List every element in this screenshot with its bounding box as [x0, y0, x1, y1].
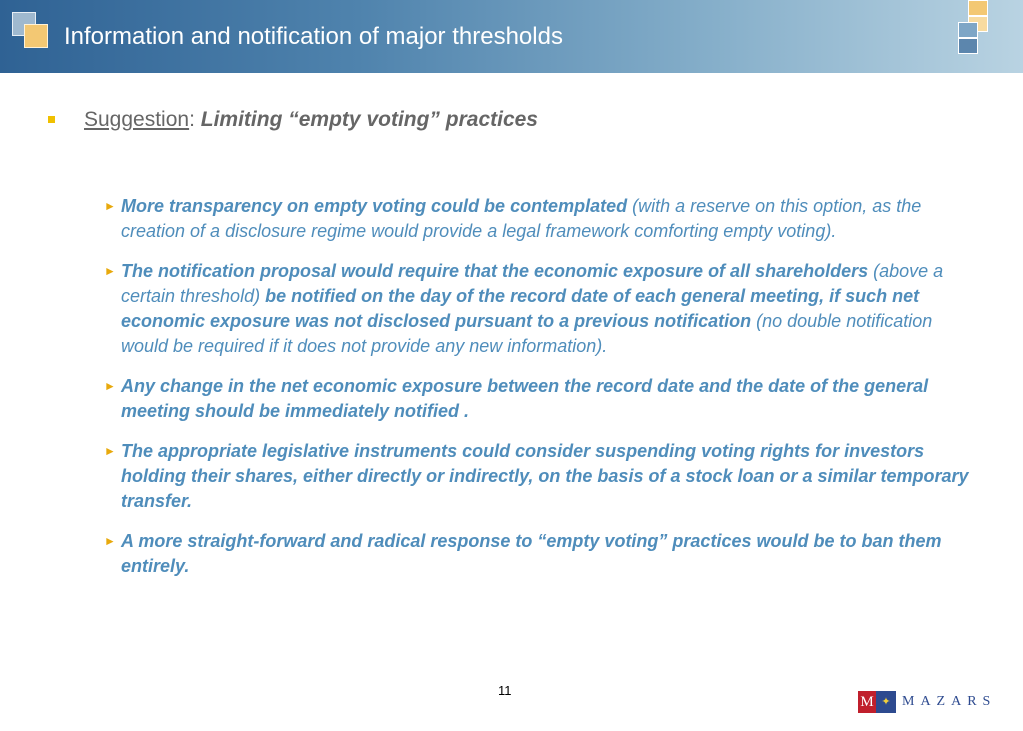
- point-text: (above a certain threshold): [121, 261, 944, 306]
- list-item: [104, 194, 974, 244]
- point-bold-text: More transparency on empty voting could be contemplated: [121, 196, 628, 216]
- eu-stars-icon: ✦: [876, 691, 896, 713]
- point-bold-text: The appropriate legislative instruments could consider suspending voting rights for investors holding their shares, either directly or indirectly, on the basis of a stock loan or a similar temporary transfer.: [121, 441, 969, 511]
- point-bold-text: A more straight-forward and radical response to “empty voting” practices would be to ban them entirely.: [121, 531, 942, 576]
- arrow-bullet-icon: ►: [104, 264, 116, 278]
- page-number: 11: [498, 683, 512, 698]
- point-text: (with a reserve on this option, as the creation of a disclosure regime would provide a legal framework comforting empty voting).: [121, 196, 922, 241]
- suggestion-colon: :: [189, 108, 201, 131]
- square-bullet-icon: [48, 116, 55, 123]
- list-item: [104, 439, 974, 514]
- arrow-bullet-icon: ►: [104, 379, 116, 393]
- logo-letter: M: [858, 691, 876, 713]
- suggestion-emphasis: Limiting “empty voting” practices: [200, 108, 538, 131]
- point-bold-text: The notification proposal would require that the economic exposure of all shareholders: [121, 261, 869, 281]
- arrow-bullet-icon: ►: [104, 199, 116, 213]
- list-item: [104, 374, 974, 424]
- page-title: Information and notification of major thresholds: [64, 23, 563, 50]
- arrow-bullet-icon: ►: [104, 444, 116, 458]
- point-bold-text: Any change in the net economic exposure between the record date and the date of the general meeting should be immediately notified .: [121, 376, 929, 421]
- list-item: [104, 259, 974, 359]
- mazars-logo: [858, 691, 997, 713]
- suggestion-label: Suggestion: [84, 108, 190, 131]
- point-text: (no double notification would be required if it does not provide any new information).: [121, 311, 933, 356]
- list-item: [104, 529, 974, 579]
- point-bold-text: be notified on the day of the record date of each general meeting, if such net economic exposure was not disclosed pursuant to a previous notification: [121, 286, 920, 331]
- points-list: [104, 194, 974, 594]
- arrow-bullet-icon: ►: [104, 534, 116, 548]
- logo-word: MAZARS: [902, 694, 997, 709]
